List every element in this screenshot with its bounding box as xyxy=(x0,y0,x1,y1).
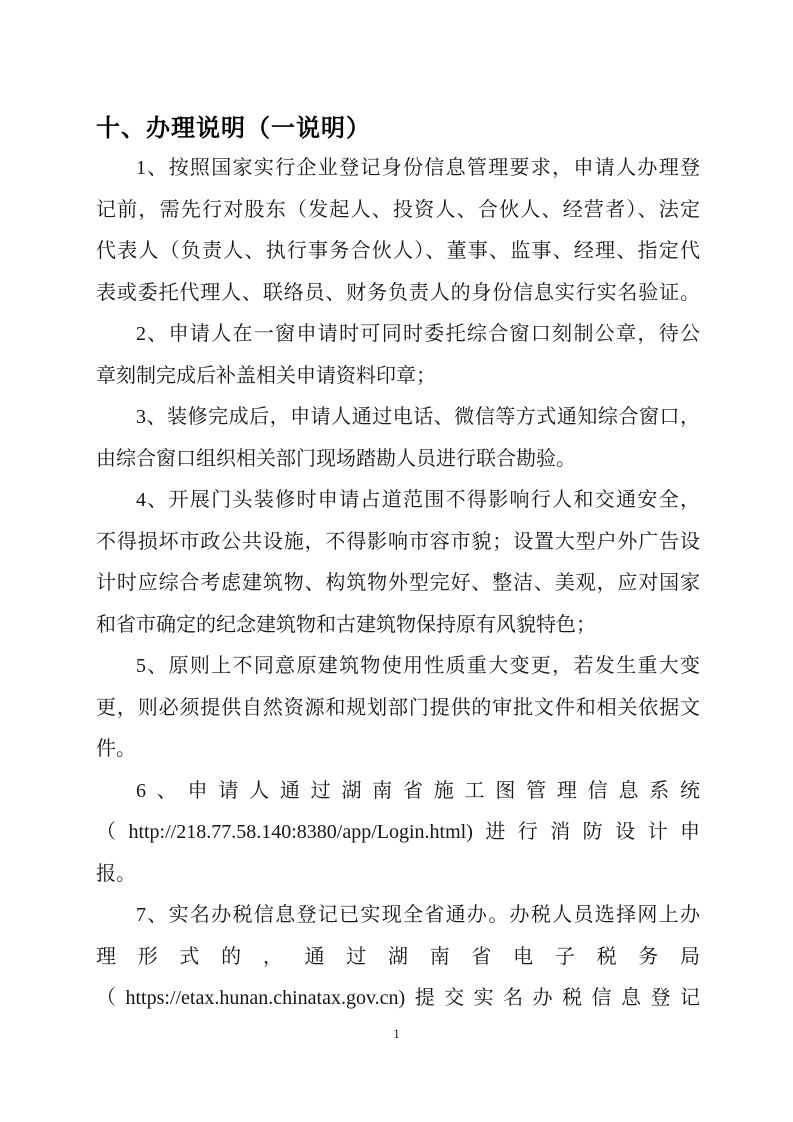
text-line: 2、申请人在一窗申请时可同时委托综合窗口刻制公章，待公 xyxy=(136,323,700,345)
text-line: 6、申请人通过湖南省施工图管理信息系统 xyxy=(136,779,700,802)
text-line: 5、原则上不同意原建筑物使用性质重大变更，若发生重大变 xyxy=(136,655,700,677)
paragraph-7 xyxy=(96,895,700,1020)
text-line: 表或委托代理人、联络员、财务负责人的身份信息实行实名验证。 xyxy=(96,281,700,304)
section-heading-title: 办理说明（一说明） xyxy=(146,115,371,142)
paragraph-4 xyxy=(96,480,700,646)
text-line: 记前，需先行对股东（发起人、投资人、合伙人、经营者）、法定 xyxy=(96,198,700,221)
paragraph-2 xyxy=(96,314,700,397)
text-line: 由综合窗口组织相关部门现场踏勘人员进行联合勘验。 xyxy=(96,447,576,470)
text-line: 理形式的，通过湖南省电子税务局 xyxy=(96,945,700,968)
text-line: 计时应综合考虑建筑物、构筑物外型完好、整洁、美观，应对国家 xyxy=(96,572,700,594)
text-line: 和省市确定的纪念建筑物和古建筑物保持原有风貌特色； xyxy=(96,613,596,636)
text-line: 代表人（负责人、执行事务合伙人）、董事、监事、经理、指定代 xyxy=(96,240,700,262)
text-line-url: （https://etax.hunan.chinatax.gov.cn)提交实名办税信息登记 xyxy=(96,987,700,1009)
text-line: 报。 xyxy=(96,862,136,885)
text-line: 4、开展门头装修时申请占道范围不得影响行人和交通安全， xyxy=(136,489,700,511)
paragraph-6 xyxy=(96,771,700,896)
text-line: 1、按照国家实行企业登记身份信息管理要求，申请人办理登 xyxy=(136,157,700,179)
paragraph-5 xyxy=(96,646,700,771)
text-line: 更，则必须提供自然资源和规划部门提供的审批文件和相关依据文 xyxy=(96,696,700,719)
text-line: 章刻制完成后补盖相关申请资料印章； xyxy=(96,364,436,387)
page-number: 1 xyxy=(393,1026,400,1041)
text-line-url: （http://218.77.58.140:8380/app/Login.html)进行消防设计申 xyxy=(96,821,700,843)
section-heading xyxy=(96,112,371,146)
text-line: 3、装修完成后，申请人通过电话、微信等方式通知综合窗口， xyxy=(136,406,700,428)
document-body xyxy=(96,148,700,1020)
text-line: 件。 xyxy=(96,738,136,760)
text-line: 7、实名办税信息登记已实现全省通办。办税人员选择网上办 xyxy=(136,904,700,926)
section-number: 十、 xyxy=(96,116,146,142)
paragraph-3 xyxy=(96,397,700,480)
paragraph-1 xyxy=(96,148,700,314)
text-line: 不得损坏市政公共设施，不得影响市容市貌；设置大型户外广告设 xyxy=(96,530,700,553)
